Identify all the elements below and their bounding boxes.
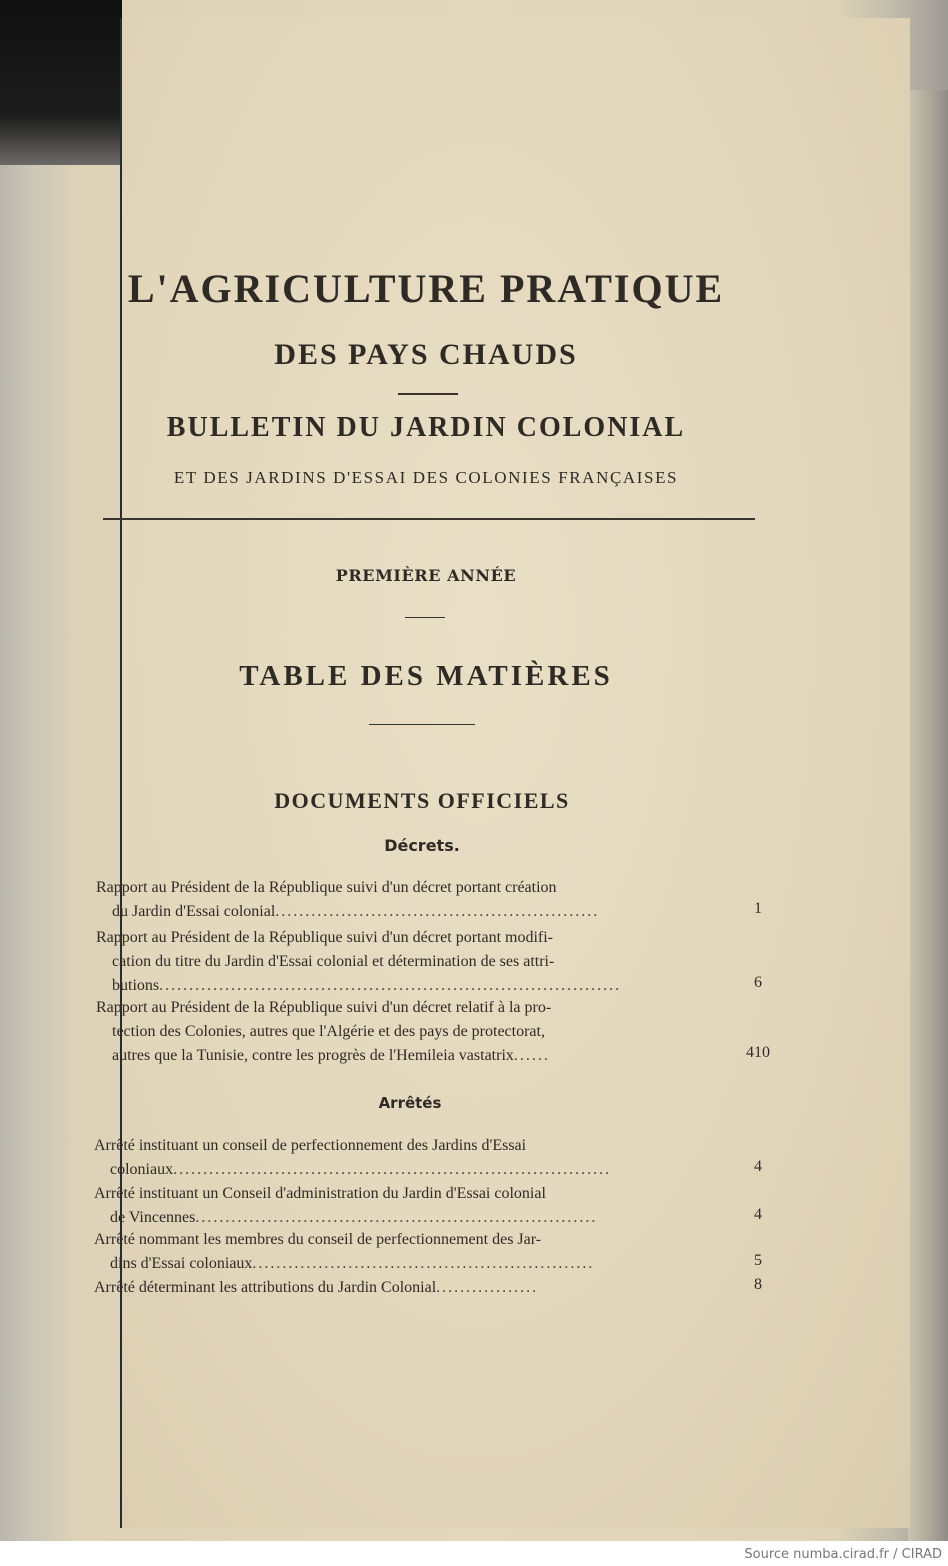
leader-dots: ......	[513, 1047, 550, 1064]
entry-line	[94, 1252, 714, 1276]
leader-dots: ...................................................................	[195, 1209, 598, 1226]
source-credit: Source numba.cirad.fr / CIRAD	[744, 1547, 942, 1562]
toc-entry	[94, 1182, 714, 1230]
leader-dots: .........................................................................	[173, 1161, 612, 1178]
toc-entry	[94, 1134, 714, 1182]
entry-line	[94, 1206, 714, 1230]
table-title: TABLE DES MATIÈRES	[239, 660, 613, 692]
toc-entry	[96, 996, 716, 1068]
entry-line-text: Arrêté déterminant les attributions du Jardin Colonial	[94, 1279, 437, 1296]
leader-dots: .............................................................................	[159, 977, 622, 994]
arretes-heading: Arrêtés	[378, 1094, 442, 1112]
page-number: 8	[754, 1276, 762, 1293]
toc-entry	[94, 1276, 714, 1300]
entry-line	[96, 900, 716, 924]
divider	[103, 518, 755, 520]
decrets-heading: Décrets.	[384, 836, 460, 855]
toc-entry	[96, 876, 716, 924]
page-number: 4	[754, 1158, 762, 1175]
leader-dots: .................	[436, 1279, 539, 1296]
page-number: 4	[754, 1206, 762, 1223]
entry-line-text: dins d'Essai coloniaux	[110, 1255, 253, 1272]
entry-line	[94, 1276, 714, 1300]
leader-dots: ......................................................	[275, 903, 600, 920]
journal-subtitle: DES PAYS CHAUDS	[274, 338, 578, 371]
page-number: 1	[754, 900, 762, 917]
page-number: 5	[754, 1252, 762, 1269]
page-number: 6	[754, 974, 762, 991]
entry-line: cation du titre du Jardin d'Essai colonial et détermination de ses attri-	[112, 953, 555, 970]
annee-label: PREMIÈRE ANNÉE	[335, 566, 517, 585]
entry-line	[94, 1158, 714, 1182]
entry-line	[96, 1044, 716, 1068]
bulletin-title: BULLETIN DU JARDIN COLONIAL	[166, 412, 686, 443]
entry-line: Rapport au Président de la République suivi d'un décret portant modifi-	[96, 929, 553, 946]
entry-line-text: de Vincennes	[110, 1209, 196, 1226]
page-number: 410	[746, 1044, 770, 1061]
document-page	[122, 18, 910, 1528]
entry-line: Arrêté instituant un conseil de perfectionnement des Jardins d'Essai	[94, 1137, 527, 1154]
section-title: DOCUMENTS OFFICIELS	[274, 788, 570, 813]
entry-line: Rapport au Président de la République suivi d'un décret relatif à la pro-	[96, 999, 552, 1016]
entry-line: Arrêté nommant les membres du conseil de perfectionnement des Jar-	[94, 1231, 542, 1248]
entry-line-text: coloniaux	[110, 1161, 174, 1178]
leader-dots: .........................................................	[252, 1255, 595, 1272]
divider	[369, 724, 475, 725]
scanner-dark-edge	[0, 0, 122, 165]
toc-entry	[96, 926, 716, 998]
jardins-line: ET DES JARDINS D'ESSAI DES COLONIES FRANÇAISES	[173, 468, 679, 487]
divider	[398, 393, 458, 395]
page-stack-edge	[908, 90, 948, 1541]
entry-line: tection des Colonies, autres que l'Algérie et des pays de protectorat,	[112, 1023, 545, 1040]
entry-line: Arrêté instituant un Conseil d'administration du Jardin d'Essai colonial	[94, 1185, 546, 1202]
entry-line-text: du Jardin d'Essai colonial	[112, 903, 276, 920]
entry-line-text: butions	[112, 977, 160, 994]
entry-line-text: autres que la Tunisie, contre les progrès de l'Hemileia vastatrix	[112, 1047, 514, 1064]
entry-line	[96, 974, 716, 998]
entry-line: Rapport au Président de la République suivi d'un décret portant création	[96, 879, 557, 896]
divider	[405, 617, 445, 618]
journal-title: L'AGRICULTURE PRATIQUE	[127, 266, 725, 311]
toc-entry	[94, 1228, 714, 1276]
